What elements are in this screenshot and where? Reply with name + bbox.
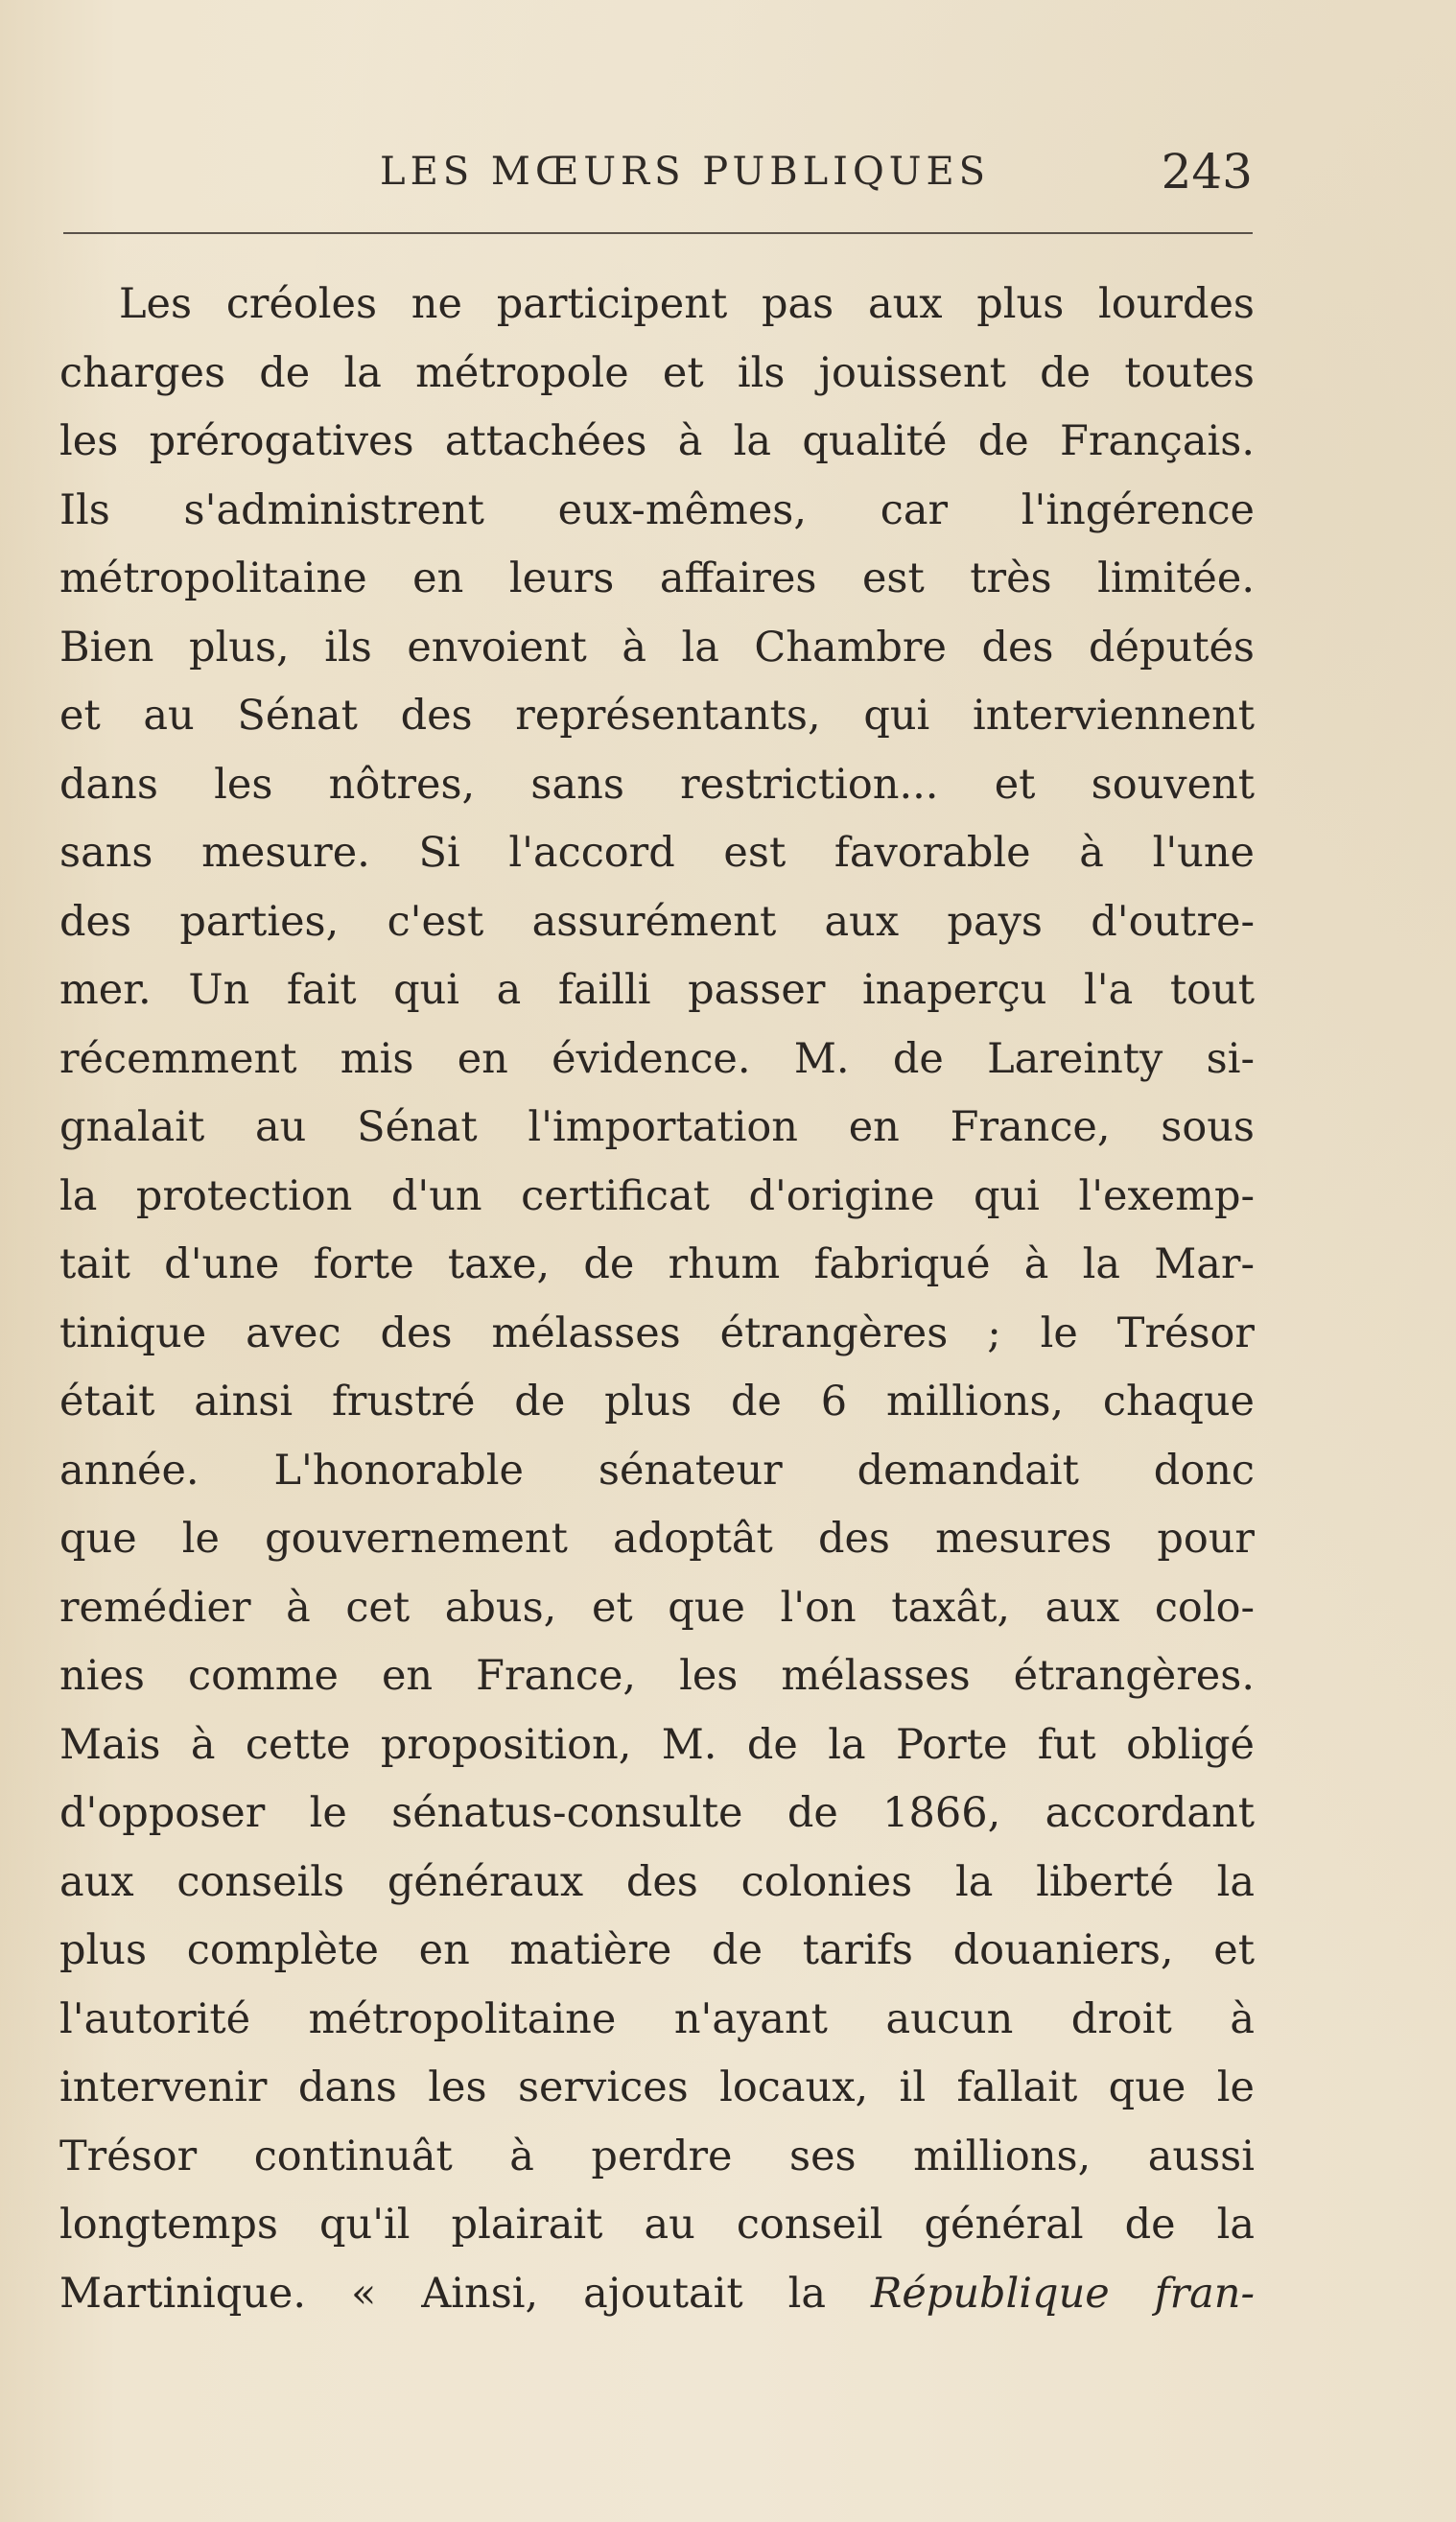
text-line: dans les nôtres, sans restriction... et souvent [59,760,1255,809]
text-line: année. L'honorable sénateur demandait donc [59,1446,1255,1495]
text-line: nies comme en France, les mélasses étrangères. [59,1652,1255,1700]
text-line: Ils s'administrent eux-mêmes, car l'ingérence [59,485,1255,534]
last-line-start: Martinique. « Ainsi, ajoutait la [59,2269,871,2318]
text-line: et au Sénat des représentants, qui interviennent [59,692,1255,740]
italic-title: République fran- [870,2269,1255,2318]
text-line: charges de la métropole et ils jouissent de toutes [59,348,1255,397]
body-text [59,271,1255,2328]
text-line: des parties, c'est assurément aux pays d'outre- [59,897,1255,946]
running-head [63,144,1253,211]
text-line-last [59,2260,1255,2329]
text-line: tinique avec des mélasses étrangères ; le Trésor [59,1308,1255,1357]
text-line: aux conseils généraux des colonies la liberté la [59,1857,1255,1906]
text-line: gnalait au Sénat l'importation en France, sous [59,1103,1255,1151]
text-line: récemment mis en évidence. M. de Lareinty si- [59,1034,1255,1083]
text-line: que le gouvernement adoptât des mesures pour [59,1515,1255,1563]
text-line: Mais à cette proposition, M. de la Porte fut obligé [59,1720,1255,1769]
text-line: mer. Un fait qui a failli passer inaperçu l'a tout [59,966,1255,1014]
text-line: longtemps qu'il plairait au conseil général de la [59,2201,1255,2249]
text-line: métropolitaine en leurs affaires est très limitée. [59,554,1255,602]
text-line: Bien plus, ils envoient à la Chambre des députés [59,623,1255,672]
text-line: d'opposer le sénatus-consulte de 1866, accordant [59,1789,1255,1837]
running-title: LES MŒURS PUBLIQUES [380,150,991,194]
text-line: intervenir dans les services locaux, il fallait que le [59,2063,1255,2111]
text-line: était ainsi frustré de plus de 6 millions, chaque [59,1378,1255,1426]
header-rule [63,232,1253,234]
text-line: remédier à cet abus, et que l'on taxât, aux colo- [59,1583,1255,1632]
page-number: 243 [1161,144,1253,200]
text-line: les prérogatives attachées à la qualité de Français. [59,417,1255,465]
text-line: la protection d'un certificat d'origine qui l'exemp- [59,1171,1255,1220]
text-line: plus complète en matière de tarifs douaniers, et [59,1926,1255,1974]
text-line: tait d'une forte taxe, de rhum fabriqué à la Mar- [59,1240,1255,1288]
text-line: Trésor continuât à perdre ses millions, aussi [59,2132,1255,2180]
text-line: l'autorité métropolitaine n'ayant aucun droit à [59,1994,1255,2043]
text-line: Les créoles ne participent pas aux plus lourdes [119,280,1255,328]
text-line: sans mesure. Si l'accord est favorable à l'une [59,829,1255,877]
